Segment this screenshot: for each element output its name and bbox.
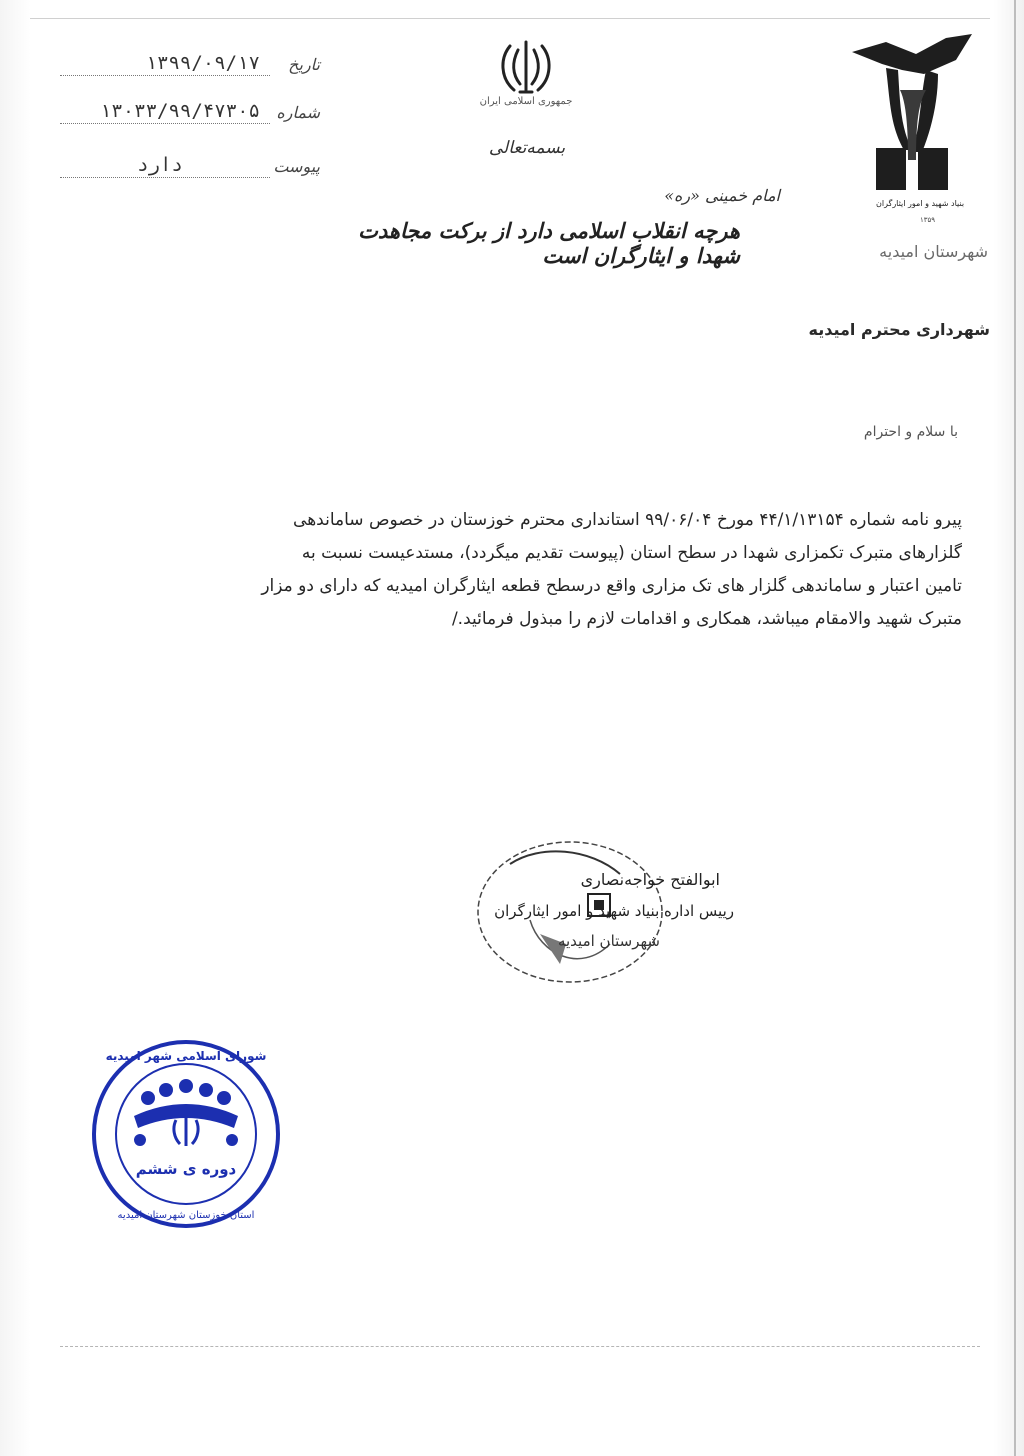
letter-body <box>126 504 962 636</box>
attachment-value: دارد <box>60 153 270 178</box>
council-period: دوره ی ششم <box>135 1160 237 1178</box>
greeting: با سلام و احترام <box>863 424 958 440</box>
body-line: تامین اعتبار و ساماندهی گلزار های تک مزاری واقع درسطح قطعه ایثارگران امیدیه که دارای دو مزار <box>261 576 962 596</box>
date-value: ۱۳۹۹/۰۹/۱۷ <box>60 51 270 76</box>
emblem-caption: جمهوری اسلامی ایران <box>479 96 573 107</box>
quote-attribution: امام خمینی «ره» <box>664 186 780 205</box>
date-label: تاریخ <box>288 55 320 74</box>
council-name: شورای اسلامی شهر امیدیه <box>105 1049 267 1063</box>
footer-divider <box>60 1346 980 1347</box>
quote-text: هرچه انقلاب اسلامی دارد از برکت مجاهدت شهدا و ایثارگران است <box>358 218 740 268</box>
number-value: ۱۳۰۳۳/۹۹/۴۷۳۰۵ <box>60 99 270 124</box>
signer-name: ابوالفتح خواجه‌نصاری <box>580 870 720 889</box>
body-line: پیرو نامه شماره ۴۴/۱/۱۳۱۵۴ مورخ ۹۹/۰۶/۰۴ استانداری محترم خوزستان در خصوص ساماندهی <box>293 510 962 530</box>
iran-emblem-icon <box>496 36 556 98</box>
number-label: شماره <box>276 103 320 122</box>
number-field <box>60 96 320 128</box>
foundation-logo-text: بنیاد شهید و امور ایثارگران <box>876 199 965 208</box>
martyr-foundation-logo <box>846 30 976 230</box>
body-line: متبرک شهید والامقام میباشد، همکاری و اقدامات لازم را مبذول فرمائید./ <box>451 609 962 629</box>
signer-title: رییس اداره بنیاد شهید و امور ایثارگران <box>494 902 734 920</box>
signer-city: شهرستان امیدیه <box>557 932 660 950</box>
attachment-field <box>60 150 320 182</box>
body-line: گلزارهای متبرک تکمزاری شهدا در سطح استان (پیوست تقدیم میگردد)، مستدعیست نسبت به <box>301 543 962 563</box>
city-council-stamp <box>88 1036 284 1232</box>
svg-text:۱۳۵۹: ۱۳۵۹ <box>920 216 936 224</box>
attachment-label: پیوست <box>273 157 320 176</box>
bismillah: بسمه‌تعالی <box>488 138 566 158</box>
scan-edge-right <box>1014 0 1016 1456</box>
date-field <box>60 48 320 80</box>
foundation-city: شهرستان امیدیه <box>879 242 988 261</box>
council-province: استان خوزستان شهرستان امیدیه <box>117 1210 255 1221</box>
recipient: شهرداری محترم امیدیه <box>808 320 990 339</box>
scan-edge <box>30 18 990 19</box>
